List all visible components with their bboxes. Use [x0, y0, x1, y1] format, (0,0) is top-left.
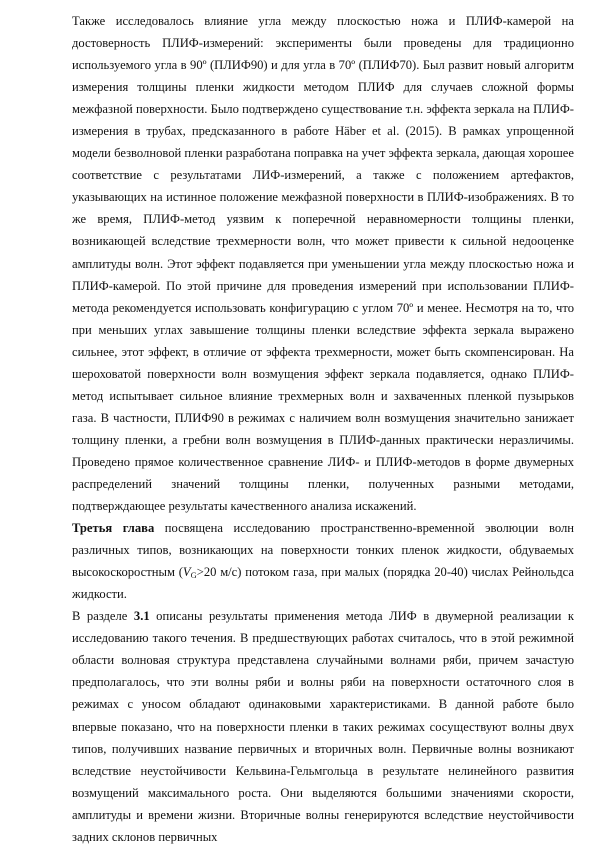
- paragraph-3-text-b: описаны результаты применения метода ЛИФ в двумерной реализации к исследованию такого течения. В предшествующих работах считалось, что в этой режимной области волновая структура представлена случайными волнами ряби, причем зачастую предполагалось, что эти волны ряби и волны ряби на поверхности остаточного слоя в режимах с уносом обладают одинаковыми характеристиками. В данной работе было впервые показано, что на поверхности пленки в таких режимах сосуществуют волны двух типов, получивших название первичных и вторичных волн. Первичные волны возникают вследствие неустойчивости Кельвина-Гельмгольца в результате нелинейного развития возмущений максимального роста. Они выделяются большими значениями скорости, амплитуды и времени жизни. Вторичные волны генерируются вследствие неустойчивости задних склонов первичных: [72, 609, 574, 844]
- paragraph-plif-angle: [72, 10, 574, 517]
- chapter-lead: Третья глава: [72, 521, 155, 536]
- paragraph-2-text-b: >20 м/с) потоком газа, при малых (порядка 20-40) числах Рейнольдса жидкости.: [72, 565, 574, 602]
- section-number: 3.1: [133, 609, 150, 624]
- paragraph-section-3-1: [72, 605, 574, 848]
- paragraph-3-text-a: В разделе: [72, 609, 134, 624]
- velocity-symbol: V: [182, 565, 191, 580]
- velocity-subscript: G: [190, 570, 197, 581]
- paragraph-2-text-a: посвящена исследованию пространственно-временной эволюции волн различных типов, возникающих на поверхности тонких пленок жидкости, обдуваемых высокоскоростным (: [72, 521, 574, 580]
- paragraph-1-text: Также исследовалось влияние угла между плоскостью ножа и ПЛИФ-камерой на достоверность ПЛИФ-измерений: эксперименты были проведены для традиционно используемого угла в 90º (ПЛИФ90) и для угла в 70º (ПЛИФ70). Был развит новый алгоритм измерения толщины пленки жидкости методом ПЛИФ для случаев сложной формы межфазной поверхности. Было подтверждено существование т.н. эффекта зеркала на ПЛИФ-измерения в трубах, предсказанного в работе Häber et al. (2015). В рамках упрощенной модели безволновой пленки разработана поправка на учет эффекта зеркала, дающая хорошее соответствие с результатами ЛИФ-измерений, а также с положением артефактов, указывающих на истинное положение межфазной поверхности в ПЛИФ-изображениях. В то же время, ПЛИФ-метод уязвим к поперечной неравномерности толщины пленки, возникающей вследствие трехмерности волн, что может привести к сильной недооценке амплитуды волн. Этот эффект подавляется при уменьшении угла между плоскостью ножа и ПЛИФ-камерой. По этой причине для проведения измерений при использовании ПЛИФ-метода рекомендуется использовать конфигурацию с углом 70º и менее. Несмотря на то, что при меньших углах завышение толщины пленки вследствие эффекта зеркала выражено сильнее, этот эффект, в отличие от эффекта трехмерности, может быть скомпенсирован. На шероховатой поверхности волн возмущения эффект зеркала подавляется, однако ПЛИФ-метод испытывает сильное влияние трехмерных волн и захваченных пленкой пузырьков газа. В частности, ПЛИФ90 в режимах с наличием волн возмущения значительно занижает толщину пленки, а гребни волн возмущения в ПЛИФ-данных практически неразличимы. Проведено прямое количественное сравнение ЛИФ- и ПЛИФ-методов в форме двумерных распределений значений толщины пленки, полученных разными методами, подтверждающее результаты качественного анализа искажений.: [72, 14, 574, 514]
- paragraph-third-chapter: [72, 517, 574, 605]
